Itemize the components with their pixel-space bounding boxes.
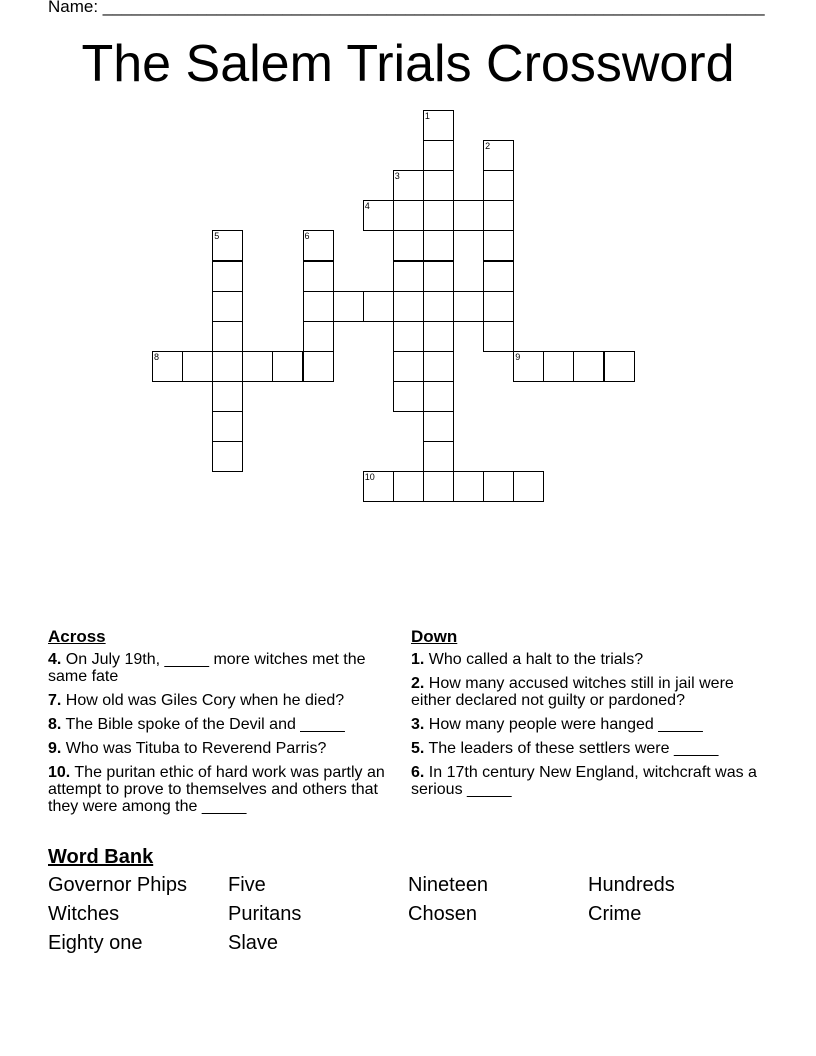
clue-down-3	[411, 716, 771, 733]
clue-down-5	[411, 740, 771, 757]
crossword-cell[interactable]	[483, 200, 514, 231]
word-bank	[48, 874, 768, 955]
clue-down-1	[411, 651, 771, 668]
crossword-cell[interactable]	[303, 291, 334, 322]
crossword-cell[interactable]	[423, 170, 454, 201]
word-bank-item: Five	[228, 874, 266, 896]
clue-number-label: 1	[424, 111, 430, 121]
clue-number-label: 6	[304, 231, 310, 242]
crossword-cell[interactable]	[212, 230, 243, 261]
crossword-cell[interactable]	[483, 170, 514, 201]
clue-across-4	[48, 651, 403, 685]
crossword-cell[interactable]	[483, 321, 514, 352]
crossword-cell[interactable]	[423, 351, 454, 382]
clue-text: The puritan ethic of hard work was partly an attempt to prove to themselves and others that they were among the _____	[48, 764, 385, 815]
crossword-cell[interactable]	[423, 381, 454, 412]
clue-number: 4.	[48, 651, 62, 668]
crossword-cell[interactable]	[393, 351, 424, 382]
crossword-cell[interactable]	[242, 351, 273, 382]
crossword-cell[interactable]	[513, 351, 544, 382]
clue-across-10	[48, 764, 403, 815]
clue-number-label: 2	[485, 141, 491, 152]
clue-number-label: 10	[364, 472, 375, 483]
word-bank-item: Chosen	[408, 903, 477, 925]
crossword-cell[interactable]	[423, 441, 454, 472]
word-bank-item: Slave	[228, 932, 279, 954]
crossword-cell[interactable]	[513, 471, 544, 502]
clue-across-8	[48, 716, 403, 733]
crossword-cell[interactable]	[483, 261, 514, 292]
crossword-cell[interactable]	[423, 140, 454, 171]
clue-down-2	[411, 675, 771, 709]
crossword-cell[interactable]	[393, 230, 424, 261]
crossword-cell[interactable]	[393, 471, 424, 502]
crossword-cell[interactable]	[272, 351, 303, 382]
clue-number: 3.	[411, 716, 425, 733]
clue-number-label: 5	[214, 231, 220, 242]
crossword-cell[interactable]	[423, 230, 454, 261]
crossword-cell[interactable]	[393, 321, 424, 352]
crossword-cell[interactable]	[393, 170, 424, 201]
clue-text: On July 19th, _____ more witches met the same fate	[48, 651, 366, 685]
crossword-cell[interactable]	[303, 261, 334, 292]
crossword-cell[interactable]	[363, 291, 394, 322]
clue-number-label: 8	[154, 351, 160, 362]
word-bank-heading: Word Bank	[48, 846, 154, 868]
clue-number: 9.	[48, 740, 62, 757]
crossword-cell[interactable]	[483, 291, 514, 322]
page-title: The Salem Trials Crossword	[81, 35, 735, 93]
word-bank-item: Governor Phips	[48, 874, 187, 896]
crossword-cell[interactable]	[303, 230, 334, 261]
clue-number-label: 4	[364, 201, 370, 212]
crossword-cell[interactable]	[453, 291, 484, 322]
clue-text: The Bible spoke of the Devil and _____	[61, 716, 345, 733]
clue-number: 6.	[411, 764, 425, 781]
clue-text: Who called a halt to the trials?	[424, 651, 644, 668]
crossword-cell[interactable]	[182, 351, 213, 382]
crossword-cell[interactable]	[453, 200, 484, 231]
crossword-cell[interactable]	[483, 471, 514, 502]
crossword-cell[interactable]	[453, 471, 484, 502]
clue-number: 7.	[48, 692, 62, 709]
crossword-cell[interactable]	[423, 291, 454, 322]
clue-across-9	[48, 740, 403, 757]
clue-number: 5.	[411, 740, 425, 757]
crossword-cell[interactable]	[393, 200, 424, 231]
crossword-cell[interactable]	[212, 321, 243, 352]
crossword-cell[interactable]	[423, 200, 454, 231]
crossword-cell[interactable]	[212, 351, 243, 382]
word-bank-item: Puritans	[228, 903, 302, 925]
clue-down-6	[411, 764, 771, 798]
crossword-cell[interactable]	[604, 351, 635, 382]
crossword-cell[interactable]	[212, 381, 243, 412]
crossword-cell[interactable]	[543, 351, 574, 382]
crossword-cell[interactable]	[303, 351, 334, 382]
clue-number: 1.	[411, 651, 425, 668]
crossword-cell[interactable]	[363, 471, 394, 502]
crossword-cell[interactable]	[423, 110, 454, 141]
clue-across-7	[48, 692, 403, 709]
crossword-cell[interactable]	[483, 230, 514, 261]
crossword-cell[interactable]	[573, 351, 604, 382]
crossword-cell[interactable]	[303, 321, 334, 352]
crossword-cell[interactable]	[393, 261, 424, 292]
clue-number-label: 3	[394, 171, 400, 182]
crossword-cell[interactable]	[393, 381, 424, 412]
clue-text: How many accused witches still in jail were either declared not guilty or pardoned?	[411, 675, 734, 709]
clue-text: Who was Tituba to Reverend Parris?	[61, 740, 327, 757]
clue-text: In 17th century New England, witchcraft was a serious _____	[411, 764, 757, 798]
clue-text: How many people were hanged _____	[424, 716, 703, 733]
word-bank-item: Eighty one	[48, 932, 143, 954]
word-bank-item: Witches	[48, 903, 120, 925]
word-bank-item: Hundreds	[588, 874, 675, 896]
crossword-cell[interactable]	[423, 471, 454, 502]
crossword-cell[interactable]	[363, 200, 394, 231]
clue-number: 2.	[411, 675, 425, 692]
clue-text: How old was Giles Cory when he died?	[61, 692, 345, 709]
crossword-cell[interactable]	[423, 321, 454, 352]
crossword-cell[interactable]	[423, 411, 454, 442]
crossword-cell[interactable]	[212, 261, 243, 292]
clue-text: The leaders of these settlers were _____	[424, 740, 719, 757]
crossword-cell[interactable]	[423, 261, 454, 292]
crossword-cell[interactable]	[212, 291, 243, 322]
crossword-cell[interactable]	[212, 411, 243, 442]
crossword-cell[interactable]	[483, 140, 514, 171]
across-heading: Across	[48, 627, 106, 646]
crossword-cell[interactable]	[333, 291, 364, 322]
down-clues	[411, 628, 771, 805]
clue-number: 8.	[48, 716, 62, 733]
name-field-label: Name: ______________________________________________________________________	[48, 0, 765, 16]
clue-number: 10.	[48, 764, 71, 781]
word-bank-item: Crime	[588, 903, 642, 925]
crossword-cell[interactable]	[152, 351, 183, 382]
across-clues	[48, 628, 403, 822]
clue-number-label: 9	[515, 351, 521, 362]
crossword-cell[interactable]	[393, 291, 424, 322]
word-bank-item: Nineteen	[408, 874, 489, 896]
down-heading: Down	[411, 627, 458, 646]
crossword-cell[interactable]	[212, 441, 243, 472]
